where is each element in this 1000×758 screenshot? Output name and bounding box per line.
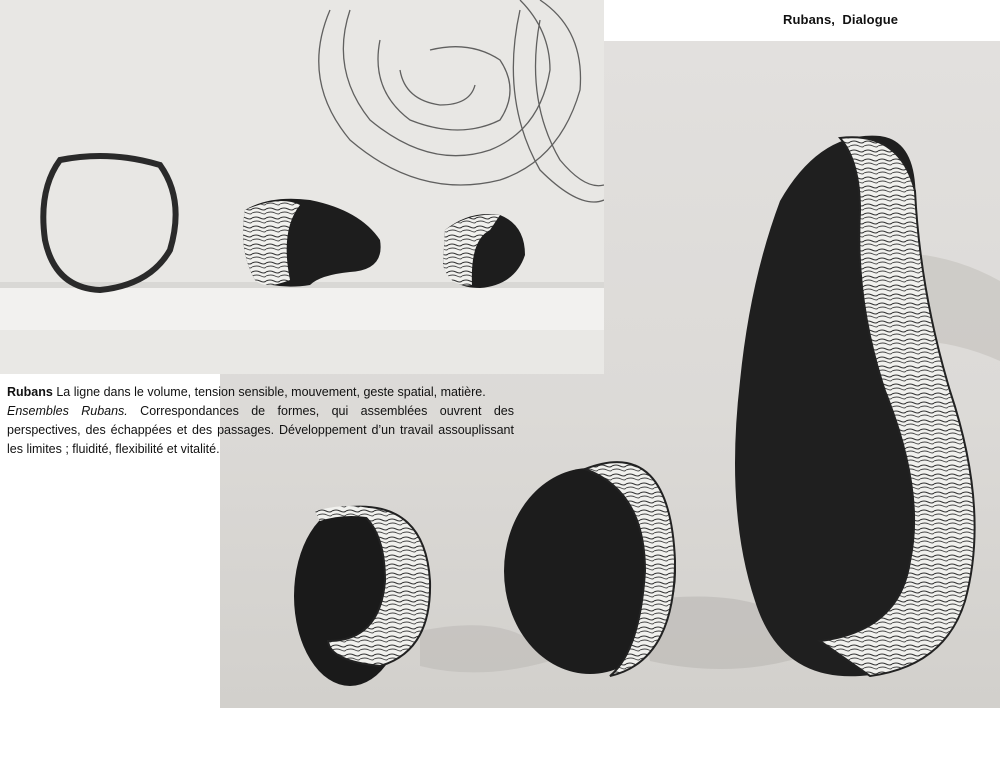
description-paragraph-2: [7, 402, 514, 459]
description-subtitle: Ensembles Rubans.: [7, 404, 128, 418]
description-paragraph-1: [7, 383, 514, 402]
photo-ribbons-shelf: [0, 0, 604, 374]
description-title: Rubans: [7, 385, 53, 399]
description-text: [7, 383, 514, 459]
description-line-1: La ligne dans le volume, tension sensible, mouvement, geste spatial, matière.: [52, 385, 486, 399]
description-line-2: Correspondances de formes, qui assemblées ouvrent des perspectives, des échappées et des passages. Développement d’un travail assouplissant les limites ; fluidité, flexibilité et vitalité.: [7, 404, 514, 456]
page-title: Rubans, Dialogue: [783, 12, 899, 27]
